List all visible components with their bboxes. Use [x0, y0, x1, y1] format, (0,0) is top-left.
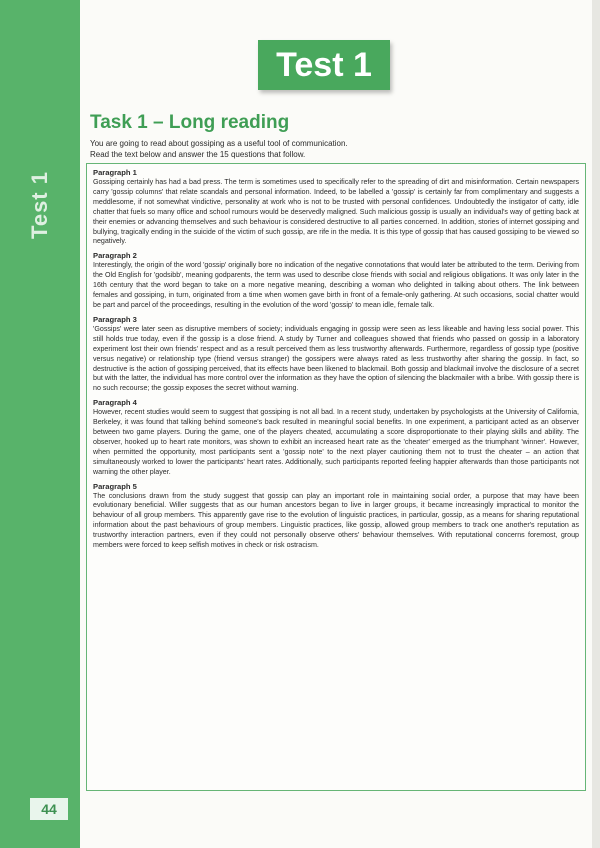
paragraph	[93, 251, 579, 311]
paragraph-title: Paragraph 1	[93, 168, 137, 177]
test-title-badge: Test 1	[258, 40, 390, 90]
side-tab-label: Test 1	[27, 171, 53, 239]
paragraph-text: However, recent studies would seem to suggest that gossiping is not all bad. In a recent study, undertaken by psychologists at the University of California, Berkeley, it was found that talking behind someone's back resulted in meaningful social benefits. In one experiment, a participant acted as an observer between two game players. During the game, one of the players cheated, accumulating a score disproportionate to their playing skills and ability. The observer, hooked up to heart rate monitors, was shown to exhibit an increased heart rate as the 'cheater' emerged as the triumphant 'winner'. However, when permitted the opportunity, most participants sent a 'gossip note' to the next player cautioning them not to trust the cheater – an action that simultaneously worked to lower the participants' heart rates. Additionally, such participants reported feeling happier afterwards than those participants not warning the other player.	[93, 408, 579, 476]
paragraph-title: Paragraph 3	[93, 314, 137, 324]
paragraph	[93, 398, 579, 477]
task-heading: Task 1 – Long reading	[90, 112, 290, 133]
paragraph	[93, 482, 579, 551]
paragraph-text: Gossiping certainly has had a bad press. The term is sometimes used to specifically refer to the spreading of dirt and misinformation. Certain newspapers carry 'gossip columns' that relate scandals and personal information. Indeed, to be labelled a 'gossip' is certainly far from complimentary and suggests a meddlesome, if not somewhat vindictive, personality at work who is not to be trusted with personal confidences. Undoubtedly the instigator of catty, idle chatter that fuels so many office and school rumours would be deservedly maligned. Such malicious gossip is usually an individual's way of getting back at their enemies or advancing themselves and such behaviour is considered destructive to all parties concerned. In addition, stories of internet gossiping and bullying, tragically ending in the suicide of the victim of such gossip, are rife in the media. It is this type of gossip that has caused gossiping to be viewed so negatively.	[93, 178, 579, 246]
instruction-line: Read the text below and answer the 15 questions that follow.	[90, 150, 306, 159]
reading-text-box	[86, 163, 586, 791]
paragraph-title: Paragraph 4	[93, 398, 137, 408]
instructions	[90, 138, 490, 160]
page-edge	[592, 0, 600, 848]
page-number: 44	[30, 798, 68, 820]
paragraph	[93, 315, 579, 394]
paragraph-text: 'Gossips' were later seen as disruptive members of society; individuals engaging in gossip were seen as less likeable and having less social power. This still holds true today, even if the gossip is a close friend. A study by Turner and colleagues showed that friends who passed on gossip in a laboratory experiment lost their own friends' respect and as a result perceived them as less trustworthy afterwards. Furthermore, regardless of gossip type (positive versus negative) or relationship type (friend versus stranger) the gossipers were always rated as less trustworthy after sharing the gossip. In fact, so destructive is the action of gossiping perceived, that its effects have been likened to blackmail. Both gossip and blackmail involve the disclosure of a secret but with the latter, the individual has more control over the information as they have the option of silencing the blackmailer with a bribe. With gossip there is no such recourse; the gossip exposes the secret without warning.	[93, 324, 579, 393]
paragraph-title: Paragraph 5	[93, 481, 137, 491]
instruction-line: You are going to read about gossiping as a useful tool of communication.	[90, 139, 348, 148]
paragraph-text: The conclusions drawn from the study suggest that gossip can play an important role in maintaining social order, a purpose that may have been evolutionary beneficial. Willer suggests that as our human ancestors began to live in larger groups, it became increasingly impractical to monitor the behaviour of all group members. This apparently gave rise to the evolution of linguistic practices, in particular, gossip, as a means for sharing reputational information about the past behaviours of group members. Linguistic practices, like gossip, allowed group members to track one another's reputation as trustworthy interaction partners, even if they could not personally observe others' behaviour themselves. With reputational concerns foremost, group members were forced to keep selfish motives in check or risk ostracism.	[93, 491, 579, 550]
paragraph	[93, 168, 579, 247]
side-bar	[0, 0, 80, 848]
side-tab	[22, 140, 58, 270]
paragraph-title: Paragraph 2	[93, 251, 137, 261]
paragraph-text: Interestingly, the origin of the word 'gossip' originally bore no indication of the negative connotations that would later be attributed to the term. Deriving from the Old English for 'godsibb', meaning godparents, the term was used to describe close friends with social and religious obligations. It was only later in the 16th century that the word began to take on a more negative meaning, describing a woman who delighted in talking about others. The link between females and gossiping, in turn, originated from a time when women gave birth in front of a female-only gathering. At such occasions, social chatter would be part and parcel of the proceedings, resulting in the evolution of the word 'gossip' to mean idle, female talk.	[93, 261, 579, 309]
